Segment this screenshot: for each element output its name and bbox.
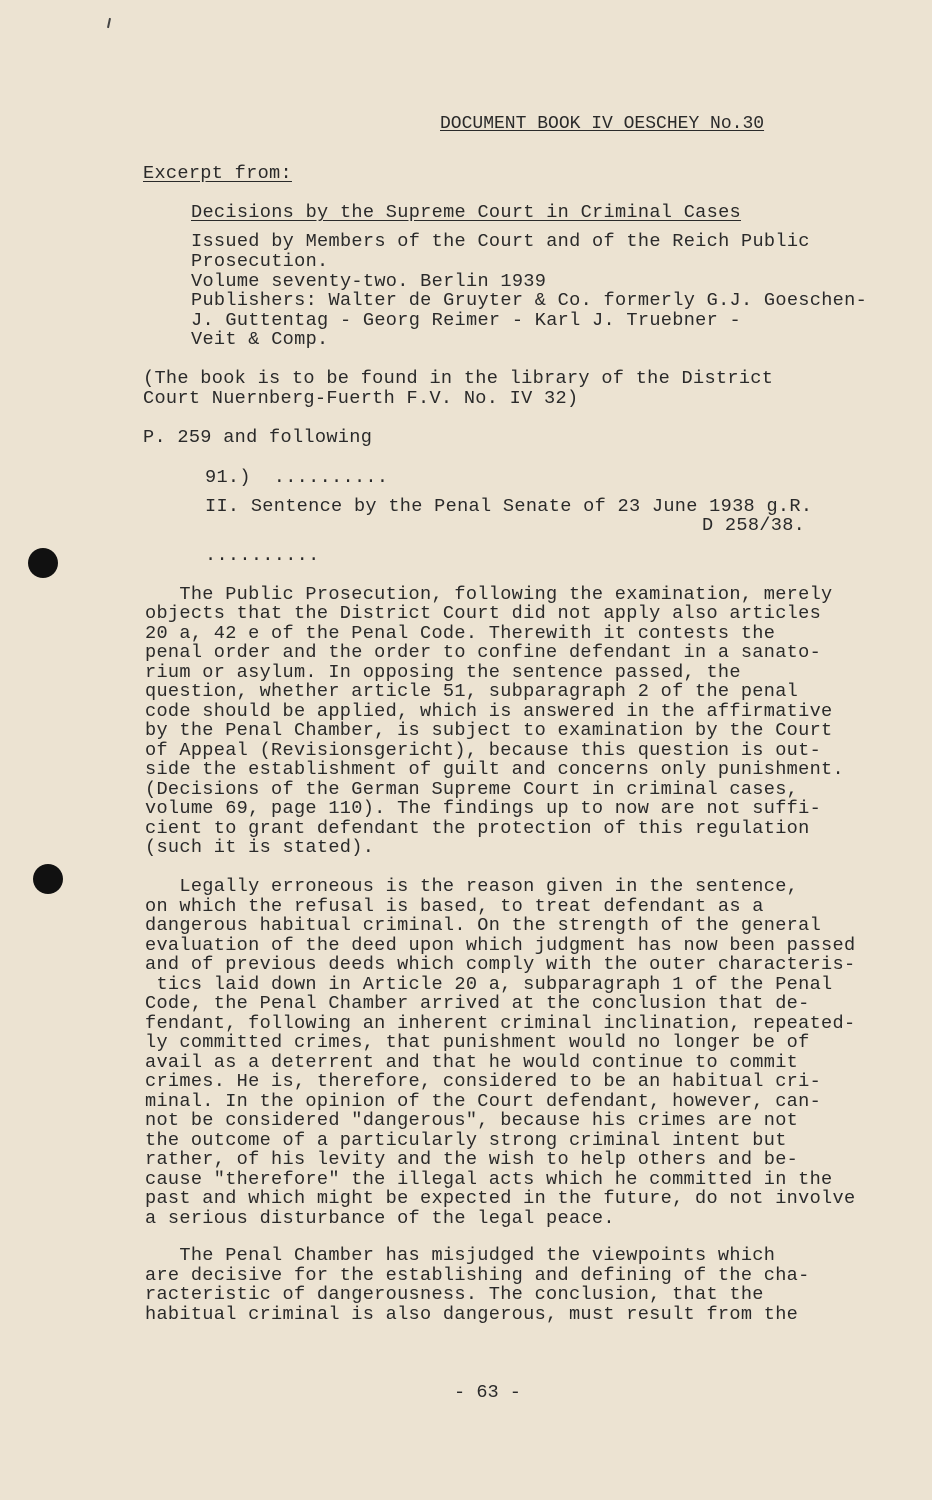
item-number: 91.) .......... xyxy=(205,467,389,488)
page-number: - 63 - xyxy=(454,1382,521,1403)
paragraph-1-line: question, whether article 51, subparagraph 2 of the penal xyxy=(145,681,799,702)
paragraph-2-line: crimes. He is, therefore, considered to be an habitual cri- xyxy=(145,1071,822,1092)
paragraph-1-line: cient to grant defendant the protection of this regulation xyxy=(145,818,810,839)
source-title: Decisions by the Supreme Court in Criminal Cases xyxy=(191,202,741,223)
paragraph-2-line: the outcome of a particularly strong criminal intent but xyxy=(145,1130,787,1151)
paragraph-2-line: minal. In the opinion of the Court defendant, however, can- xyxy=(145,1091,822,1112)
paragraph-3-line: are decisive for the establishing and defining of the cha- xyxy=(145,1265,810,1286)
paragraph-1-line: 20 a, 42 e of the Penal Code. Therewith it contests the xyxy=(145,623,776,644)
source-line: Veit & Comp. xyxy=(191,329,329,350)
paragraph-2-line: avail as a deterrent and that he would continue to commit xyxy=(145,1052,799,1073)
source-line: Prosecution. xyxy=(191,251,329,272)
page-reference: P. 259 and following xyxy=(143,427,373,448)
paragraph-1-line: side the establishment of guilt and concerns only punishment. xyxy=(145,759,844,780)
paragraph-2-line: cause "therefore" the illegal acts which he committed in the xyxy=(145,1169,833,1190)
paragraph-2-line: Legally erroneous is the reason given in the sentence, xyxy=(145,876,799,897)
source-line: J. Guttentag - Georg Reimer - Karl J. Truebner - xyxy=(191,310,741,331)
paragraph-2-line: rather, of his levity and the wish to help others and be- xyxy=(145,1149,799,1170)
document-header: DOCUMENT BOOK IV OESCHEY No.30 xyxy=(440,114,765,134)
paragraph-1-line: objects that the District Court did not apply also articles xyxy=(145,603,822,624)
paragraph-2-line: fendant, following an inherent criminal inclination, repeated- xyxy=(145,1013,856,1034)
paragraph-2-line: and of previous deeds which comply with the outer characteris- xyxy=(145,954,856,975)
paragraph-2-line: on which the refusal is based, to treat defendant as a xyxy=(145,896,764,917)
sentence-title: II. Sentence by the Penal Senate of 23 June 1938 g.R. xyxy=(205,496,813,517)
paragraph-1-line: (such it is stated). xyxy=(145,837,375,858)
paragraph-1-line: volume 69, page 110). The findings up to now are not suffi- xyxy=(145,798,822,819)
pen-mark xyxy=(107,18,111,28)
paragraph-2-line: a serious disturbance of the legal peace. xyxy=(145,1208,615,1229)
paragraph-1-line: by the Penal Chamber, is subject to examination by the Court xyxy=(145,720,833,741)
library-note: (The book is to be found in the library of the District xyxy=(143,368,774,389)
library-note: Court Nuernberg-Fuerth F.V. No. IV 32) xyxy=(143,388,579,409)
punch-hole xyxy=(28,548,58,578)
paragraph-3-line: The Penal Chamber has misjudged the viewpoints which xyxy=(145,1245,776,1266)
paragraph-2-line: not be considered "dangerous", because his crimes are not xyxy=(145,1110,799,1131)
sentence-reference: D 258/38. xyxy=(702,515,806,536)
ellipsis: .......... xyxy=(205,545,320,566)
paragraph-2-line: Code, the Penal Chamber arrived at the conclusion that de- xyxy=(145,993,810,1014)
paragraph-2-line: tics laid down in Article 20 a, subparagraph 1 of the Penal xyxy=(145,974,833,995)
source-line: Volume seventy-two. Berlin 1939 xyxy=(191,271,547,292)
paragraph-1-line: The Public Prosecution, following the examination, merely xyxy=(145,584,833,605)
paragraph-2-line: evaluation of the deed upon which judgment has now been passed xyxy=(145,935,856,956)
paragraph-1-line: rium or asylum. In opposing the sentence passed, the xyxy=(145,662,741,683)
paragraph-2-line: dangerous habitual criminal. On the strength of the general xyxy=(145,915,822,936)
paragraph-1-line: code should be applied, which is answered in the affirmative xyxy=(145,701,833,722)
paragraph-1-line: (Decisions of the German Supreme Court in criminal cases, xyxy=(145,779,799,800)
paragraph-1-line: of Appeal (Revisionsgericht), because this question is out- xyxy=(145,740,822,761)
paragraph-3-line: habitual criminal is also dangerous, must result from the xyxy=(145,1304,799,1325)
punch-hole xyxy=(33,864,63,894)
paragraph-2-line: past and which might be expected in the future, do not involve xyxy=(145,1188,856,1209)
excerpt-label: Excerpt from: xyxy=(143,163,292,184)
paragraph-1-line: penal order and the order to confine defendant in a sanato- xyxy=(145,642,822,663)
source-line: Issued by Members of the Court and of the Reich Public xyxy=(191,231,810,252)
paragraph-3-line: racteristic of dangerousness. The conclusion, that the xyxy=(145,1284,764,1305)
source-line: Publishers: Walter de Gruyter & Co. formerly G.J. Goeschen- xyxy=(191,290,868,311)
paragraph-2-line: ly committed crimes, that punishment would no longer be of xyxy=(145,1032,810,1053)
